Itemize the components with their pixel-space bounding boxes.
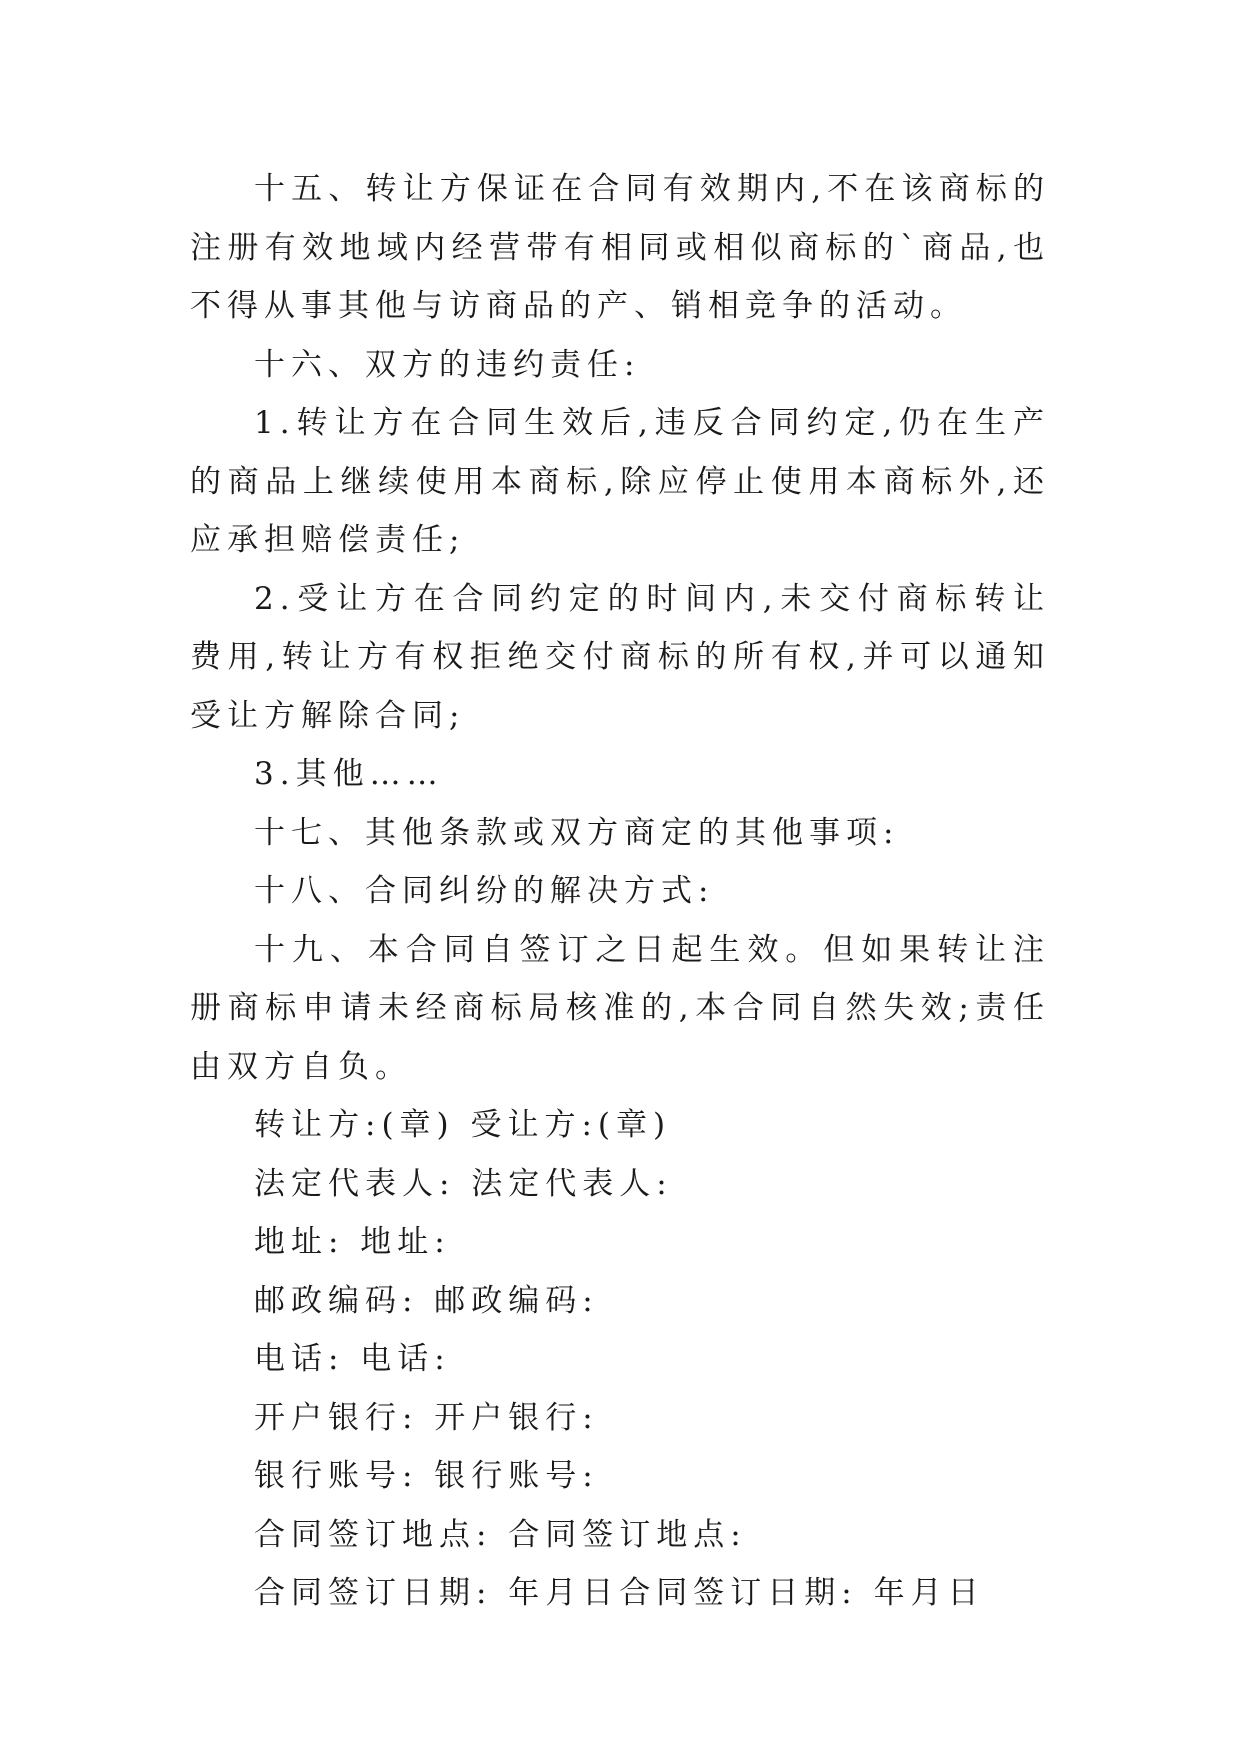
document-body [190,160,1050,1623]
clause-19: 十九、本合同自签订之日起生效。但如果转让注册商标申请未经商标局核准的,本合同自然失效;责任由双方自负。 [190,931,1050,1085]
signature-phone: 电话: 电话: [254,1341,451,1377]
clause-16-heading: 十六、双方的违约责任: [254,346,641,383]
signature-legal-representative: 法定代表人: 法定代表人: [254,1165,673,1202]
signature-bank-account: 银行账号: 银行账号: [254,1458,599,1494]
signature-parties: 转让方:(章) 受让方:(章) [254,1107,672,1143]
clause-16-item-3: 3.其他…… [254,756,444,792]
signature-address: 地址: 地址: [254,1224,451,1260]
clause-15: 十五、转让方保证在合同有效期内,不在该商标的注册有效地域内经营带有相同或相似商标的`商品,也不得从事其他与访商品的产、销相竞争的活动。 [190,171,1050,324]
signature-signing-date: 合同签订日期: 年月日合同签订日期: 年月日 [254,1575,985,1611]
clause-16-item-2: 2.受让方在合同约定的时间内,未交付商标转让费用,转让方有权拒绝交付商标的所有权,并可以通知受让方解除合同; [190,580,1050,734]
clause-16-item-1: 1.转让方在合同生效后,违反合同约定,仍在生产的商品上继续使用本商标,除应停止使用本商标外,还应承担赔偿责任; [190,405,1050,558]
clause-18: 十八、合同纠纷的解决方式: [254,873,715,909]
signature-postal-code: 邮政编码: 邮政编码: [254,1282,599,1319]
signature-bank: 开户银行: 开户银行: [254,1399,599,1436]
signature-signing-place: 合同签订地点: 合同签订地点: [254,1516,747,1553]
clause-17: 十七、其他条款或双方商定的其他事项: [254,814,900,851]
